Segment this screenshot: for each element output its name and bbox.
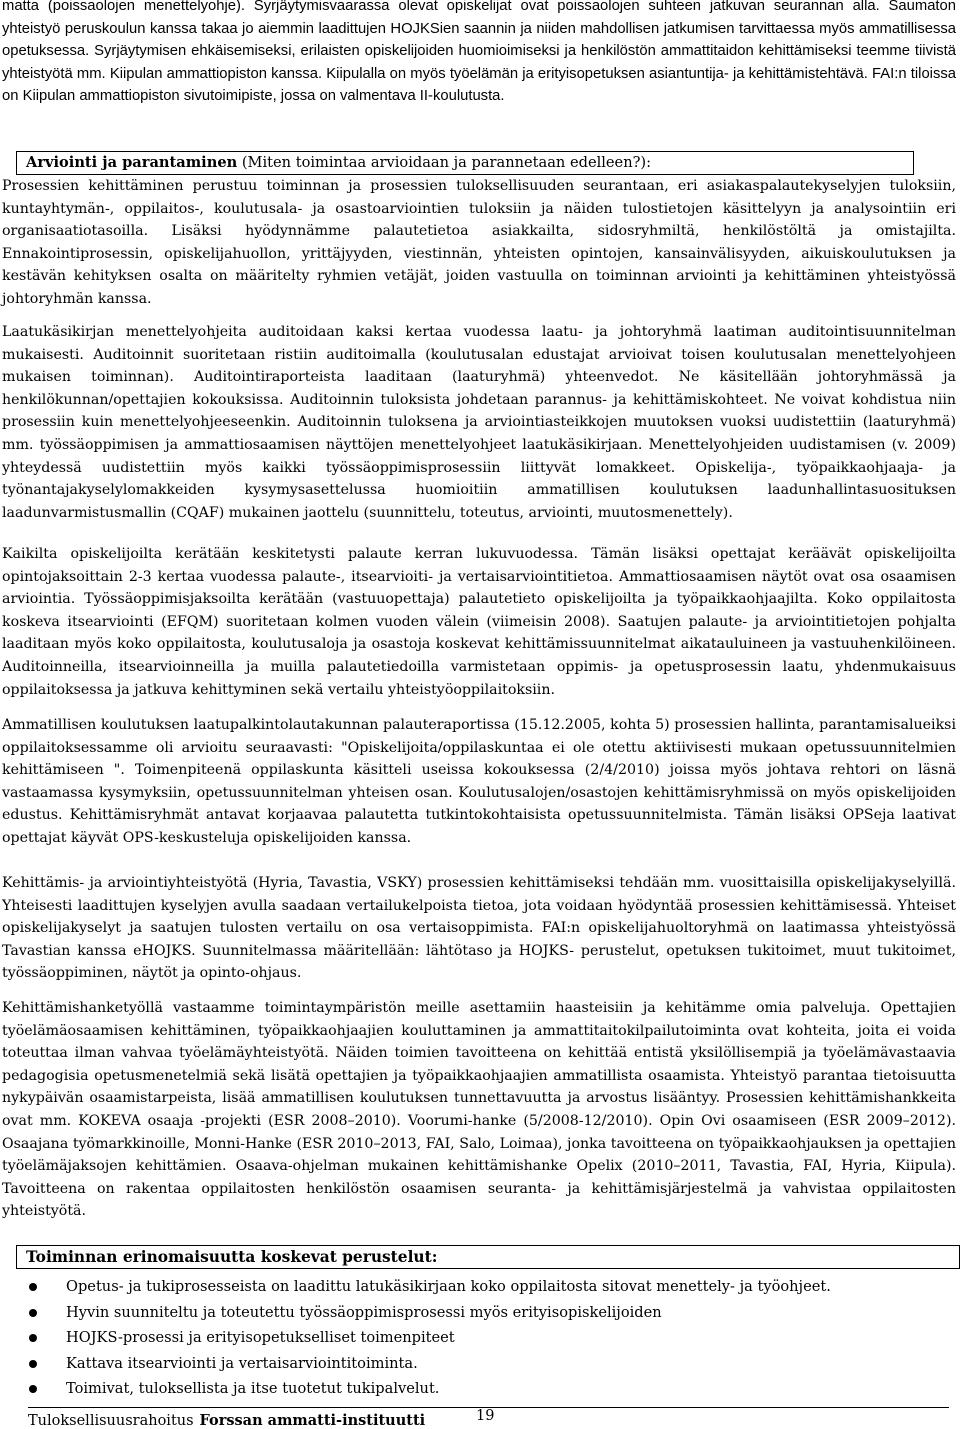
paragraph-4: Kaikilta opiskelijoilta kerätään keskitetysti palaute kerran lukuvuodessa. Tämän lisäksi opettajat keräävät opiskelijoilta opintojaksoittain 2-3 kertaa vuodessa palaute-, itsearvioiti- ja vertaisarviointitietoa. Ammattiosaamisen näytöt ovat osa osaamisen arviointia. Työssäoppimisjaksoilta kerätään (vastuuopettaja) palautetieto opiskelijoilta ja työpaikkaohjaajilta. Koko oppilaitosta koskeva itsearviointi (EFQM) suoritetaan kolmen vuoden välein (viimeisin 2008). Saatujen palaute- ja arviointitietojen pohjalta laaditaan myös koko oppilaitosta, koulutusaloja ja osastoja koskevat kehittämissuunnitelmat aikatauluineen ja vastuuhenkilöineen. Auditoinneilla, itsearvioinneilla ja muilla palautetiedoilla varmistetaan oppimis- ja opetusprosessin laatu, yhdenmukaisuus oppilaitoksessa ja jatkuva kehittyminen sekä vertailu yhteistyöoppilaitoksiin. bbox=[2, 546, 956, 698]
paragraph-1: matta (poissaolojen menettelyohje). Syrjäytymisvaarassa olevat opiskelijat ovat poissaolojen suhteen jatkuvan seurannan alla. Saumaton yhteistyö peruskoulun kanssa takaa jo aiemmin laadittujen HOJKSien saannin ja niiden mahdollisen jatkumisen tarvittaessa myös ammatillisessa opetuksessa. Syrjäytymisen ehkäisemiseksi, erilaisten opiskelijoiden huomioimiseksi ja henkilöstön ammattitaidon kehittämiseksi teemme tiivistä yhteistyötä mm. Kiipulan ammattiopiston kanssa. Kiipulalla on myös työelämän ja erityisopetuksen asiantuntija- ja kehittämistehtävä. FAI:n tiloissa on Kiipulan ammattiopiston sivutoimipiste, jossa on valmentava II-koulutusta. bbox=[2, 0, 956, 105]
list-item-text: Toimivat, tuloksellista ja itse tuotetut tukipalvelut. bbox=[66, 1380, 440, 1397]
page-number: 19 bbox=[476, 1408, 495, 1424]
paragraph-5: Ammatillisen koulutuksen laatupalkintolautakunnan palauteraportissa (15.12.2005, kohta 5) prosessien hallinta, parantamisalueiksi oppilaitoksessamme oli arvioitu seuraavasti: "Opiskelijoita/oppilaskuntaa ei ole otettu aktiivisesti mukaan opetussuunnitelmien kehittämiseen ". Toimenpiteenä oppilaskunta käsitteli useissa kokouksessa (2/4/2010) joissa myös johtava rehtori on läsnä vastaamassa kysymyksiin, opetussuunnitelman yhteisen osan. Koulutusalojen/osastojen kehittämisryhmissä on myös opiskelijoiden edustus. Kehittämisryhmät antavat korjaavaa palautetta tutkintokohtaisista opetussuunnitelmista. Tämän lisäksi OPSeja laativat opettajat käyvät OPS-keskusteluja opiskelijoiden kanssa. bbox=[2, 717, 956, 846]
paragraph-3: Laatukäsikirjan menettelyohjeita auditoidaan kaksi kertaa vuodessa laatu- ja johtoryhmä laatiman auditointisuunnitelman mukaisesti. Auditoinnit suoritetaan ristiin auditoimalla (koulutusalan edustajat arvioivat toisen koulutusalan menettelyohjeen mukaisen toiminnan). Auditointiraporteista laaditaan (laaturyhmä) yhteenvedot. Ne käsitellään johtoryhmässä ja henkilökunnan/opettajien kokouksissa. Auditoinnin tuloksista johdetaan parannus- ja kehittämiskohteet. Ne voivat kohdistua niin prosessiin kuin menettelyohjeeseenkin. Auditoinnin tuloksena ja arviointiasteikkojen muutoksen vuoksi uudistettiin (laaturyhmä) mm. työssäoppimisen ja ammattiosaamisen näyttöjen menettelyohjeet laatukäsikirjaan. Menettelyohjeiden uudistamisen (v. 2009) yhteydessä uudistettiin myös kaikki työssäoppimisprosessiin liittyvät lomakkeet. Opiskelija-, työpaikkaohjaaja- ja työnantajakyselylomakkeiden kysymysasettelussa huomioitiin ammatillisen koulutuksen laadunhallintasuosituksen laadunvarmistusmallin (CQAF) mukainen jaottelu (suunnittelu, toteutus, arviointi, muutosmenettely). bbox=[2, 324, 956, 521]
list-item bbox=[0, 1351, 940, 1377]
bullet-icon bbox=[29, 1385, 37, 1393]
footer-left-text: Tuloksellisuusrahoitus bbox=[28, 1413, 194, 1429]
paragraph-7: Kehittämishanketyöllä vastaamme toimintaympäristön meille asettamiin haasteisiin ja kehitämme omia palveluja. Opettajien työelämäosaamisen kehittäminen, työpaikkaohjaajien kouluttaminen ja ammattitaitokilpailutoiminta ovat kohteita, joita ei voida toteuttaa ilman vahvaa työelämäyhteistyötä. Näiden toimien tavoitteena on kehittää entistä yksilöllisempiä ja työelämävastaavia pedagogisia opetusmenetelmiä sekä lisätä opettajien ja työpaikkaohjaajien ammatillista osaamista. Yhteistyö parantaa tietoisuutta nykypäivän osaamistarpeista, lisää ammatillisen koulutuksen tunnettavuutta ja arvostus lisääntyy. Prosessien kehittämishankkeita ovat mm. KOKEVA osaaja -projekti (ESR 2008–2010). Voorumi-hanke (5/2008-12/2010). Opin Ovi osaamiseen (ESR 2009–2012). Osaajana työmarkkinoille, Monni-Hanke (ESR 2010–2013, FAI, Salo, Loimaa), jonka tavoitteena on työpaikkaohjauksen ja opettajien työelämäjaksojen kehittämien. Osaava-ohjelman mukainen kehittämishanke Opelix (2010–2011, Tavastia, FAI, Hyria, Kiipula). Tavoitteena on rakentaa oppilaitosten henkilöstön osaamisen seuranta- ja kehittämisjärjestelmä ja vahvistaa oppilaitosten yhteistyötä. bbox=[2, 1000, 956, 1220]
bullet-icon bbox=[29, 1360, 37, 1368]
list-item bbox=[0, 1325, 940, 1351]
footer bbox=[28, 1412, 425, 1429]
bullet-icon bbox=[29, 1334, 37, 1342]
list-heading-box bbox=[16, 1245, 960, 1269]
section-heading-box bbox=[16, 151, 914, 175]
section-heading-rest: (Miten toimintaa arvioidaan ja parannetaan edelleen?): bbox=[237, 154, 652, 171]
paragraph-2: Prosessien kehittäminen perustuu toiminnan ja prosessien tuloksellisuuden seurantaan, eri asiakaspalautekyselyjen tuloksiin, kuntayhtymän-, oppilaitos-, koulutusala- ja osastoarviointien tuloksiin ja näiden tulostietojen käsittelyyn ja analysointiin eri organisaatiotasoilla. Lisäksi hyödynnämme palautetietoa asiakkailta, sidosryhmiltä, henkilöstöltä ja omistajilta. Ennakointiprosessin, opiskelijahuollon, yrittäjyyden, viestinnän, yhteisten opintojen, kansainvälisyyden, aikuiskoulutuksen ja kestävän kehityksen osalta on määritelty ryhmien vetäjät, joiden vastuulla on toiminnan arviointi ja kehittäminen yhteistyössä johtoryhmän kanssa. bbox=[2, 178, 956, 307]
bullet-list bbox=[0, 1274, 940, 1402]
list-item bbox=[0, 1376, 940, 1402]
list-item bbox=[0, 1274, 940, 1300]
list-item-text: Opetus- ja tukiprosesseista on laadittu latukäsikirjaan koko oppilaitosta sitovat menettely- ja työohjeet. bbox=[66, 1278, 831, 1295]
section-heading-bold: Arviointi ja parantaminen bbox=[26, 154, 238, 171]
list-item bbox=[0, 1300, 940, 1326]
footer-org-name: Forssan ammatti-instituutti bbox=[199, 1412, 426, 1429]
list-heading: Toiminnan erinomaisuutta koskevat perustelut: bbox=[26, 1248, 438, 1266]
list-item-text: Kattava itsearviointi ja vertaisarviointitoiminta. bbox=[66, 1354, 418, 1372]
list-item-text: Hyvin suunniteltu ja toteutettu työssäoppimisprosessi myös erityisopiskelijoiden bbox=[66, 1303, 662, 1321]
bullet-icon bbox=[29, 1309, 37, 1317]
bullet-icon bbox=[29, 1283, 37, 1291]
paragraph-6: Kehittämis- ja arviointiyhteistyötä (Hyria, Tavastia, VSKY) prosessien kehittämiseksi tehdään mm. vuosittaisilla opiskelijakyselyillä. Yhteisesti laadittujen kyselyjen avulla saadaan vertailukelpoista tietoa, jota voidaan hyödyntää prosessien kehittämisessä. Yhteiset opiskelijakyselyt ja saatujen tulosten vertailu on osa vertaisoppimista. FAI:n opiskelijahuoltoryhmä on laatimassa yhteistyössä Tavastian kanssa eHOJKS. Suunnitelmassa määritellään: lähtötaso ja HOJKS- perustelut, opetuksen tukitoimet, muut tukitoimet, työssäoppiminen, näytöt ja opinto-ohjaus. bbox=[2, 875, 956, 982]
list-item-text: HOJKS-prosessi ja erityisopetukselliset toimenpiteet bbox=[66, 1329, 455, 1346]
